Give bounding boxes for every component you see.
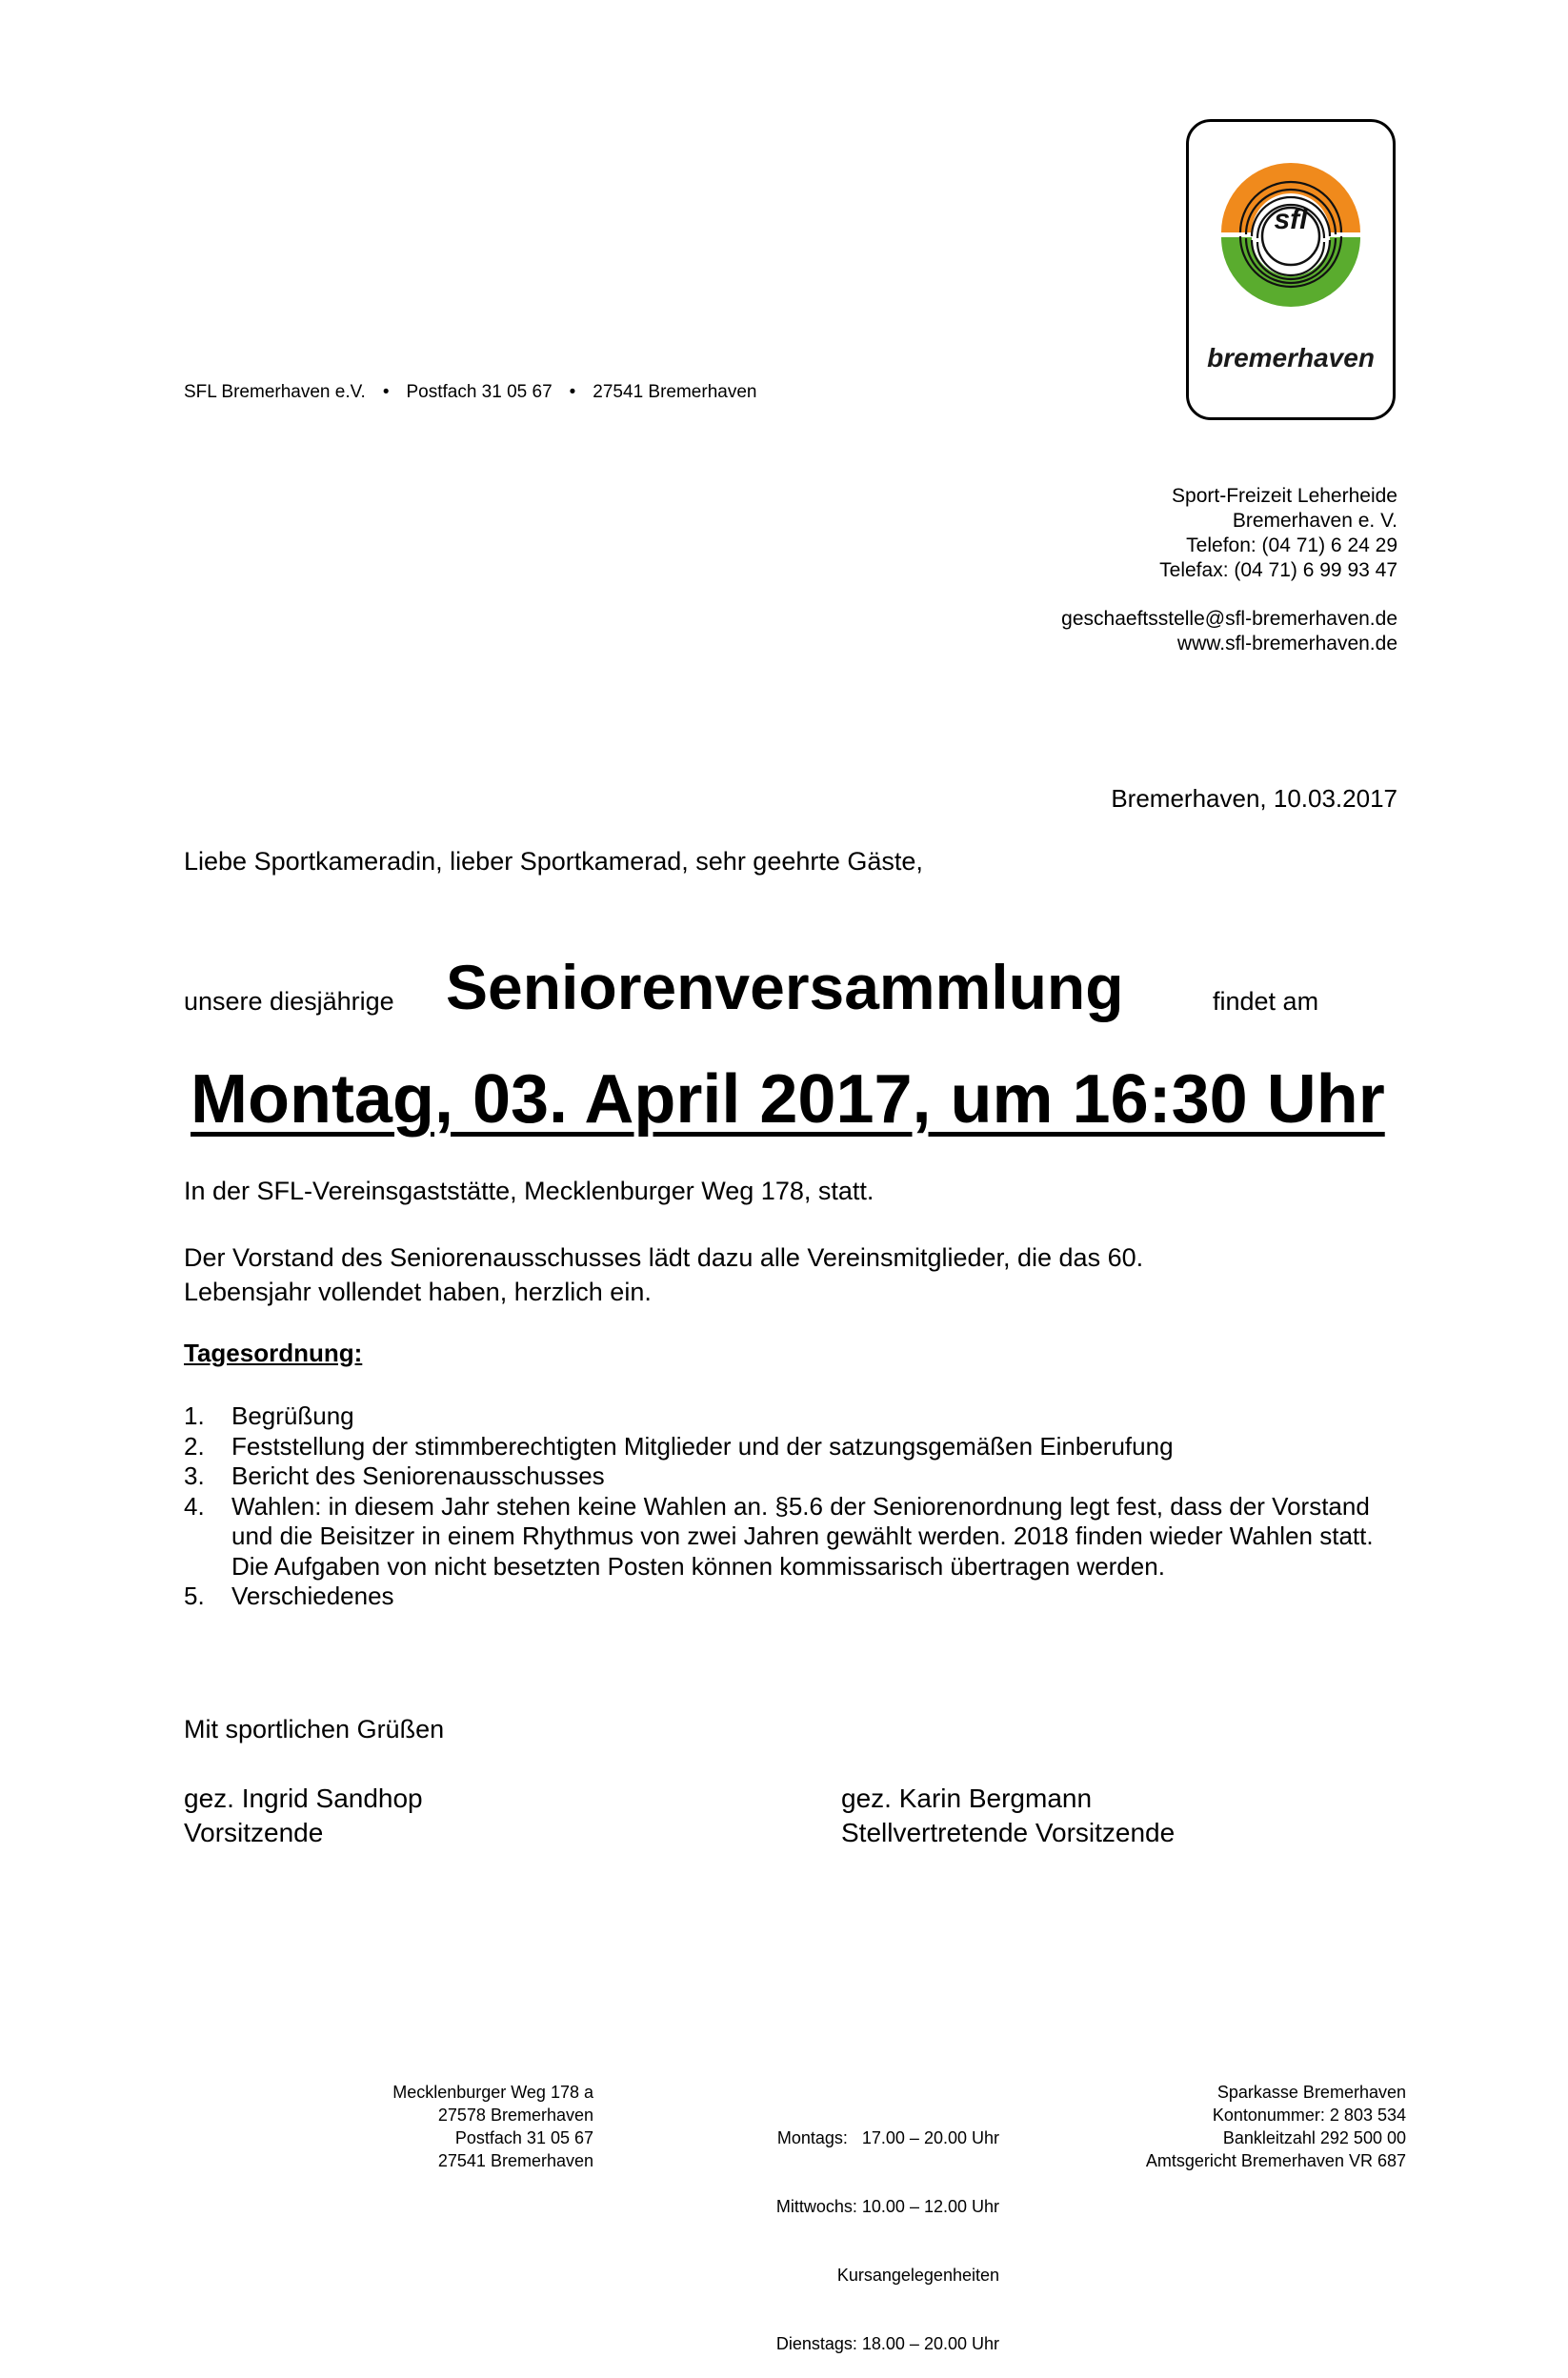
signature-role: Stellvertretende Vorsitzende (841, 1818, 1176, 1847)
footer-hours-line: Mittwochs: 10.00 – 12.00 Uhr (775, 2197, 999, 2216)
agenda-item (184, 1401, 1394, 1432)
signature-name: gez. Karin Bergmann (841, 1784, 1093, 1813)
agenda-item-number: 1. (184, 1401, 205, 1430)
agenda-item-number: 5. (184, 1582, 205, 1610)
logo-abbreviation: sfl (1274, 204, 1308, 235)
footer-address (392, 2081, 593, 2172)
agenda-item-text: Verschiedenes (231, 1582, 394, 1610)
contact-fax: Telefax: (04 71) 6 99 93 47 (1159, 559, 1397, 581)
invite-paragraph (184, 1240, 1143, 1309)
agenda-item-number: 3. (184, 1461, 205, 1490)
agenda-item-text: Feststellung der stimmberechtigten Mitglieder und der satzungsgemäßen Einberufung (231, 1431, 1174, 1461)
greeting: Liebe Sportkameradin, lieber Sportkamerad, sehr geehrte Gäste, (184, 847, 923, 876)
footer-hours (776, 2081, 999, 2378)
event-date-heading: Montag, 03. April 2017, um 16:30 Uhr (191, 1061, 1385, 1138)
signature-right (841, 1782, 1175, 1850)
closing-text: Mit sportlichen Grüßen (184, 1715, 445, 1743)
separator-bullet: • (382, 382, 390, 402)
footer-address-line: 27541 Bremerhaven (437, 2151, 593, 2170)
sender-city: 27541 Bremerhaven (593, 382, 757, 402)
footer-bank (1146, 2081, 1406, 2172)
separator-bullet: • (569, 382, 576, 402)
footer-address-line: Mecklenburger Weg 178 a (392, 2083, 593, 2102)
footer-address-line: 27578 Bremerhaven (437, 2106, 593, 2125)
agenda-item (184, 1492, 1394, 1582)
invite-line-2: Lebensjahr vollendet haben, herzlich ein. (184, 1278, 652, 1306)
agenda-item-text: Begrüßung (231, 1401, 354, 1430)
intro-before: unsere diesjährige (184, 987, 394, 1016)
contact-phone: Telefon: (04 71) 6 24 29 (1186, 534, 1397, 556)
signature-left (184, 1782, 423, 1850)
agenda-item (184, 1432, 1394, 1462)
agenda-title: Tagesordnung: (184, 1339, 363, 1367)
intro-after: findet am (1213, 987, 1319, 1016)
location-text: In der SFL-Vereinsgaststätte, Mecklenburger Weg 178, statt. (184, 1177, 874, 1205)
footer-hours-line: Montags: 17.00 – 20.00 Uhr (776, 2128, 999, 2147)
signature-role: Vorsitzende (184, 1818, 324, 1847)
signature-name: gez. Ingrid Sandhop (184, 1784, 423, 1813)
footer-bank-line: Bankleitzahl 292 500 00 (1222, 2128, 1406, 2147)
sfl-logo-emblem (1202, 137, 1379, 337)
invite-line-1: Der Vorstand des Seniorenausschusses lädt dazu alle Vereinsmitglieder, die das 60. (184, 1243, 1144, 1272)
agenda-item (184, 1461, 1394, 1492)
footer-bank-line: Amtsgericht Bremerhaven VR 687 (1145, 2151, 1406, 2170)
footer-hours-line: Dienstags: 18.00 – 20.00 Uhr (775, 2334, 999, 2353)
letter-date: Bremerhaven, 10.03.2017 (1111, 784, 1397, 813)
contact-email[interactable]: geschaeftsstelle@sfl-bremerhaven.de (1061, 608, 1397, 630)
agenda-item-text: Bericht des Seniorenausschusses (231, 1461, 605, 1490)
sender-address-line (184, 382, 756, 403)
sfl-logo (1186, 119, 1396, 420)
agenda-item (184, 1582, 1394, 1612)
contact-org-line2: Bremerhaven e. V. (1232, 510, 1397, 532)
footer-bank-line: Kontonummer: 2 803 534 (1212, 2106, 1406, 2125)
sender-org: SFL Bremerhaven e.V. (184, 382, 366, 402)
agenda-item-text: Wahlen: in diesem Jahr stehen keine Wahlen an. §5.6 der Seniorenordnung legt fest, dass der Vorstand und die Beisitzer in einem Rhythmus von zwei Jahren gewählt werden. 2018 finden wieder Wahlen statt. Die Aufgaben von nicht besetzten Posten können kommissarisch übertragen werden. (231, 1491, 1374, 1581)
footer-address-line: Postfach 31 05 67 (454, 2128, 593, 2147)
footer-bank-line: Sparkasse Bremerhaven (1216, 2083, 1406, 2102)
event-name: Seniorenversammlung (446, 952, 1124, 1022)
agenda-list (184, 1401, 1394, 1612)
agenda-item-number: 4. (184, 1491, 205, 1521)
sender-postbox: Postfach 31 05 67 (406, 382, 553, 402)
contact-website[interactable]: www.sfl-bremerhaven.de (1176, 633, 1397, 655)
footer-hours-line: Kursangelegenheiten (836, 2266, 999, 2285)
agenda-item-number: 2. (184, 1431, 205, 1461)
contact-org-line1: Sport-Freizeit Leherheide (1172, 485, 1397, 507)
logo-city: bremerhaven (1207, 343, 1375, 373)
contact-block (1061, 484, 1397, 656)
